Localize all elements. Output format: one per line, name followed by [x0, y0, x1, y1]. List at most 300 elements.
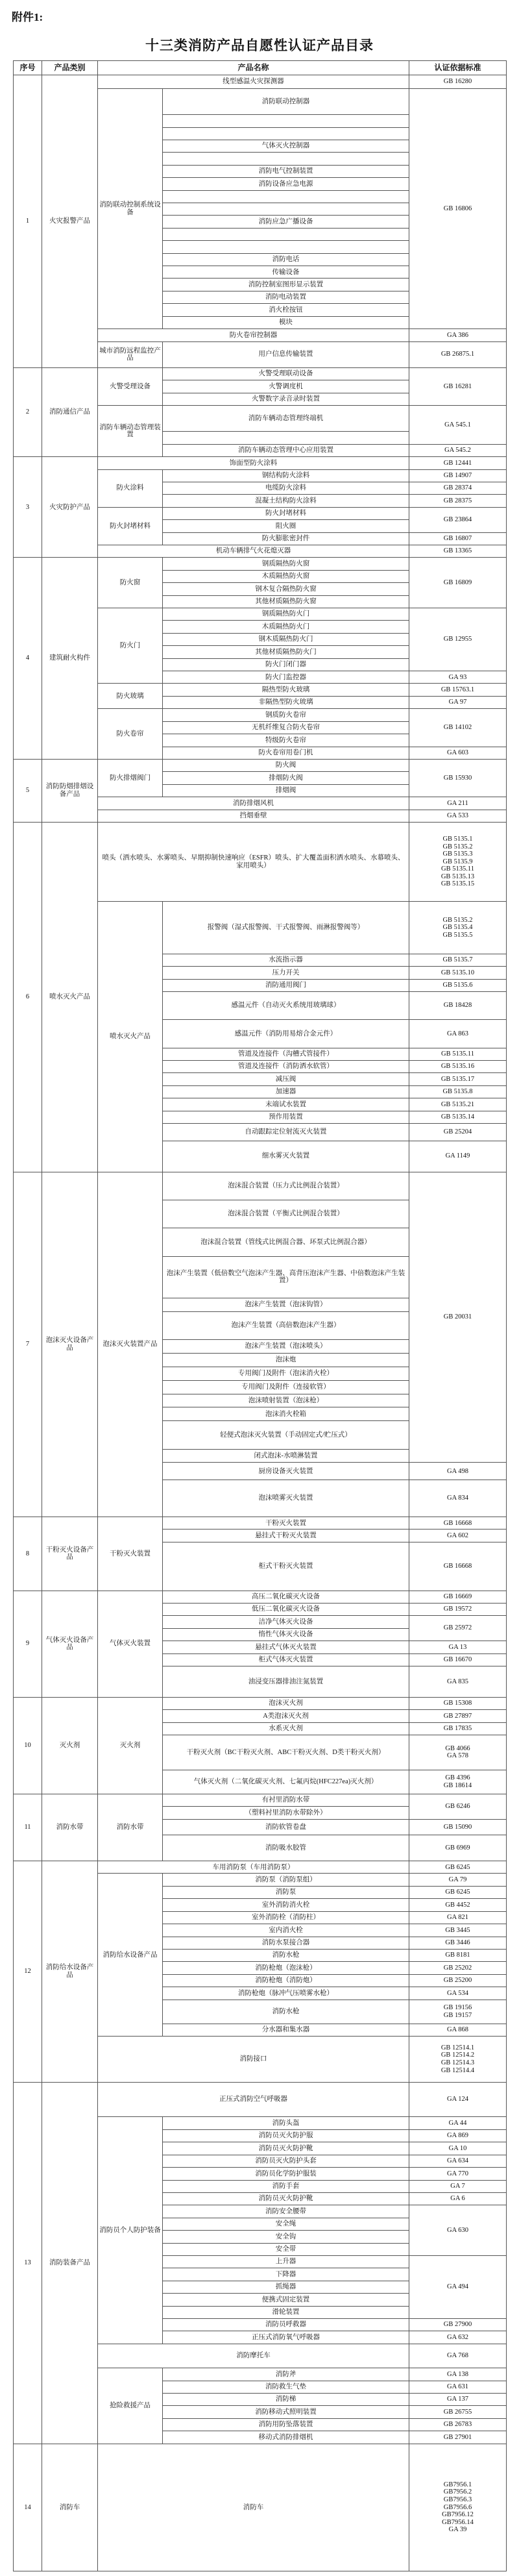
product-name-cell: 隔热型防火玻璃 — [163, 684, 409, 696]
product-name-cell: 排烟防火阀 — [163, 772, 409, 784]
standard-cell: GA 93 — [409, 671, 507, 684]
standard-cell: GA 632 — [409, 2331, 507, 2344]
subcategory-cell: 防火封堵材料 — [98, 507, 163, 545]
product-name-cell: 减压阀 — [163, 1073, 409, 1085]
standard-cell: GA 533 — [409, 810, 507, 822]
standard-cell: GB 4452 — [409, 1899, 507, 1911]
product-name-cell: 车用消防泵（车用消防泵） — [98, 1861, 409, 1874]
standard-cell: GB 6969 — [409, 1835, 507, 1861]
seq-number: 7 — [14, 1172, 42, 1517]
standard-cell: GB 23864 — [409, 507, 507, 532]
standard-cell: GB 15763.1 — [409, 684, 507, 696]
seq-number: 2 — [14, 367, 42, 456]
subcategory-cell: 防火排烟阀门 — [98, 759, 163, 797]
product-name-cell: 电缆防火涂料 — [163, 482, 409, 494]
standard-cell: GB 18428 — [409, 991, 507, 1019]
standard-cell: GA 7 — [409, 2180, 507, 2192]
standard-cell: GB 26875.1 — [409, 341, 507, 367]
standard-cell: GB 6245 — [409, 1886, 507, 1898]
product-name-cell: 消防用防坠落装置 — [163, 2418, 409, 2431]
product-name-cell: 有衬里消防水带 — [163, 1794, 409, 1807]
standard-cell: GA 835 — [409, 1666, 507, 1697]
product-name-cell: 线型感温火灾探测器 — [98, 75, 409, 89]
standard-cell: GB 3446 — [409, 1937, 507, 1949]
standard-cell: GB 20031 — [409, 1172, 507, 1463]
subcategory-cell: 灭火剂 — [98, 1697, 163, 1794]
product-name-cell: 管道及连接件（沟槽式管接件） — [163, 1048, 409, 1060]
seq-number: 9 — [14, 1591, 42, 1697]
product-name-cell: 消防电动装置 — [163, 291, 409, 303]
standard-cell: GA 630 — [409, 2205, 507, 2256]
product-name-cell: 消防员灭火防护靴 — [163, 2142, 409, 2155]
product-name-cell: 室内消火栓 — [163, 1924, 409, 1937]
product-name-cell: 油浸变压器排油注氮装置 — [163, 1666, 409, 1697]
product-name-cell: 消防员灭火防护头套 — [163, 2155, 409, 2167]
product-name-cell: 泡沫产生装置（泡沫喷头） — [163, 1339, 409, 1353]
product-name-cell — [163, 241, 409, 253]
subcategory-cell: 防火涂料 — [98, 469, 163, 507]
seq-number: 5 — [14, 759, 42, 822]
standard-cell: GA 603 — [409, 747, 507, 759]
product-name-cell: 正压式消防空气呼吸器 — [98, 2082, 409, 2117]
table-row — [14, 1517, 507, 1530]
product-name-cell: 防火阀 — [163, 759, 409, 771]
subcategory-cell: 气体灭火装置 — [98, 1591, 163, 1697]
standard-cell: GB 6245 — [409, 1861, 507, 1874]
product-name-cell: 火警受理联动设备 — [163, 367, 409, 380]
product-name-cell: 安全钩 — [163, 2231, 409, 2243]
product-name-cell: 室外消防栓（消防柱） — [163, 1911, 409, 1924]
product-name-cell: 报警阀（湿式报警阀、干式报警阀、雨淋报警阀等） — [163, 902, 409, 954]
product-name-cell — [163, 115, 409, 127]
product-name-cell: 防火封堵材料 — [163, 507, 409, 519]
standard-cell: GB 5135.21 — [409, 1098, 507, 1111]
product-name-cell: 抓绳器 — [163, 2281, 409, 2293]
standard-cell: GA 545.1 — [409, 406, 507, 445]
product-name-cell: 泡沫喷雾灭火装置 — [163, 1480, 409, 1517]
product-name-cell: 惰性气体灭火设备 — [163, 1628, 409, 1641]
standard-cell: GB 27900 — [409, 2318, 507, 2331]
standard-cell: GA 534 — [409, 1987, 507, 2000]
standard-cell: GA 10 — [409, 2142, 507, 2155]
product-name-cell: 专用阀门及附件（泡沫消火栓） — [163, 1367, 409, 1380]
product-name-cell: 机动车辆排气火花熄灭器 — [98, 545, 409, 558]
product-name-cell: 消防安全腰带 — [163, 2205, 409, 2218]
standard-cell: GB 5135.14 — [409, 1111, 507, 1123]
standard-cell: GB 5135.11 — [409, 1048, 507, 1060]
category-cell: 消防车 — [42, 2444, 98, 2571]
standard-cell: GB 4396 GB 18614 — [409, 1770, 507, 1794]
category-cell: 气体灭火设备产品 — [42, 1591, 98, 1697]
standard-cell: GA 602 — [409, 1530, 507, 1542]
standard-cell: GA 498 — [409, 1463, 507, 1480]
product-name-cell: 其他材质隔热防火窗 — [163, 595, 409, 608]
product-name-cell: 喷头（洒水喷头、水雾喷头、早期抑制快速响应（ESFR）喷头、扩大覆盖面积洒水喷头、水幕喷头、家用喷头） — [98, 822, 409, 901]
table-row — [14, 1861, 507, 1874]
product-name-cell: 厨房设备灭火装置 — [163, 1463, 409, 1480]
standard-cell: GB 16281 — [409, 367, 507, 405]
product-name-cell: 消防手套 — [163, 2180, 409, 2192]
seq-number: 13 — [14, 2082, 42, 2444]
table-row — [14, 1794, 507, 1807]
product-name-cell: 消防斧 — [163, 2368, 409, 2381]
standard-cell: GA 211 — [409, 797, 507, 810]
product-name-cell: 柜式气体灭火装置 — [163, 1653, 409, 1666]
standard-cell: GB 15090 — [409, 1819, 507, 1835]
product-name-cell: 消防枪炮（脉冲气压喷雾水枪） — [163, 1987, 409, 2000]
table-row — [14, 75, 507, 89]
product-name-cell: 泡沫产生装置（泡沫钩管） — [163, 1298, 409, 1311]
product-name-cell: 水流指示器 — [163, 954, 409, 966]
seq-number: 4 — [14, 558, 42, 760]
product-name-cell: 木质隔热防火门 — [163, 621, 409, 633]
product-name-cell: 消防联动控制器 — [163, 88, 409, 114]
product-name-cell: 消防水枪 — [163, 1949, 409, 1961]
product-name-cell: 专用阀门及附件（连接软管） — [163, 1380, 409, 1394]
standard-cell: GB 4066 GA 578 — [409, 1735, 507, 1770]
standard-cell: GB 25200 — [409, 1974, 507, 1987]
product-name-cell: 消防摩托车 — [98, 2344, 409, 2368]
category-cell: 喷水灭火产品 — [42, 822, 98, 1172]
product-name-cell: 特级防火卷帘 — [163, 734, 409, 747]
standard-cell: GB 17835 — [409, 1722, 507, 1735]
product-name-cell: 消防枪炮（消防炮） — [163, 1974, 409, 1987]
seq-number: 6 — [14, 822, 42, 1172]
standard-cell: GB 16670 — [409, 1653, 507, 1666]
product-name-cell: 消防救生气垫 — [163, 2381, 409, 2393]
product-name-cell: 低压二氧化碳灭火设备 — [163, 1603, 409, 1615]
standard-cell: GB 5135.10 — [409, 967, 507, 979]
product-name-cell: 上升器 — [163, 2255, 409, 2268]
product-name-cell: 其他材质隔热防火门 — [163, 646, 409, 658]
product-name-cell: 非隔热型防火玻璃 — [163, 696, 409, 708]
standard-cell: GB 12955 — [409, 608, 507, 671]
category-cell: 火灾防护产品 — [42, 457, 98, 558]
standard-cell: GB 16280 — [409, 75, 507, 89]
standard-cell: GA 834 — [409, 1480, 507, 1517]
attachment-label: 附件1: — [12, 11, 43, 23]
standard-cell: GB 16807 — [409, 532, 507, 545]
table-row — [14, 1591, 507, 1603]
product-name-cell: 消防吸水胶管 — [163, 1835, 409, 1861]
product-name-cell: （塑料衬里消防水带除外） — [163, 1807, 409, 1819]
standard-cell: GA 770 — [409, 2168, 507, 2180]
standard-cell: GB 28375 — [409, 495, 507, 507]
product-name-cell: 钢结构防火涂料 — [163, 469, 409, 482]
header-standard: 认证依据标准 — [409, 61, 507, 75]
standard-cell: GB 27901 — [409, 2431, 507, 2444]
product-name-cell: 细水雾灭火装置 — [163, 1141, 409, 1172]
subcategory-cell: 防火卷帘 — [98, 709, 163, 760]
product-name-cell: 阻火圈 — [163, 520, 409, 532]
product-name-cell: 挡烟垂壁 — [98, 810, 409, 822]
header-name: 产品名称 — [98, 61, 409, 75]
subcategory-cell: 防火玻璃 — [98, 684, 163, 709]
subcategory-cell: 防火门 — [98, 608, 163, 684]
product-name-cell: 防火门监控器 — [163, 671, 409, 684]
product-name-cell: 消防水泵接合器 — [163, 1937, 409, 1949]
product-name-cell: 饰面型防火涂料 — [98, 457, 409, 469]
category-cell: 消防给水设备产品 — [42, 1861, 98, 2083]
product-name-cell: 闭式泡沫-水喷淋装置 — [163, 1449, 409, 1463]
standard-cell: GB 25204 — [409, 1124, 507, 1141]
category-cell: 消防装备产品 — [42, 2082, 98, 2444]
category-cell: 消防防烟排烟设备产品 — [42, 759, 98, 822]
product-name-cell: 泡沫混合装置（压力式比例混合装置） — [163, 1172, 409, 1200]
product-name-cell: 气体灭火控制器 — [163, 140, 409, 153]
subcategory-cell: 干粉灭火装置 — [98, 1517, 163, 1591]
standard-cell: GA 79 — [409, 1874, 507, 1886]
product-name-cell: 防火门闭门器 — [163, 658, 409, 671]
standard-cell: GB 12441 — [409, 457, 507, 469]
product-name-cell: 泡沫混合装置（平衡式比例混合装置） — [163, 1200, 409, 1228]
product-name-cell: 钢质隔热防火门 — [163, 608, 409, 621]
product-name-cell: 消防员化学防护服装 — [163, 2168, 409, 2180]
standard-cell: GB 5135.8 — [409, 1085, 507, 1098]
seq-number: 14 — [14, 2444, 42, 2571]
product-name-cell: 高压二氧化碳灭火设备 — [163, 1591, 409, 1603]
standard-cell: GA 1149 — [409, 1141, 507, 1172]
product-name-cell: 移动式消防排烟机 — [163, 2431, 409, 2444]
subcategory-cell: 城市消防远程监控产品 — [98, 341, 163, 367]
product-catalog-table — [13, 60, 506, 2571]
product-name-cell: 传输设备 — [163, 266, 409, 279]
product-name-cell — [163, 153, 409, 165]
standard-cell: GB 5135.6 — [409, 979, 507, 991]
product-name-cell: 无机纤维复合防火卷帘 — [163, 721, 409, 734]
product-name-cell: 消防员呼救器 — [163, 2318, 409, 2331]
standard-cell: GA 545.2 — [409, 444, 507, 456]
product-name-cell: 消防员灭火防护服 — [163, 2129, 409, 2142]
product-name-cell: 防火膨胀密封件 — [163, 532, 409, 545]
product-name-cell: 火警数字录音录时装置 — [163, 393, 409, 405]
seq-number: 3 — [14, 457, 42, 558]
product-name-cell: 自动跟踪定位射流灭火装置 — [163, 1124, 409, 1141]
standard-cell: GA 868 — [409, 2024, 507, 2036]
subcategory-cell: 喷水灭火产品 — [98, 902, 163, 1172]
standard-cell: GB 16809 — [409, 558, 507, 608]
product-name-cell: 悬挂式干粉灭火装置 — [163, 1530, 409, 1542]
standard-cell: GA 863 — [409, 1020, 507, 1048]
product-name-cell: 预作用装置 — [163, 1111, 409, 1123]
standard-cell: GA 13 — [409, 1641, 507, 1653]
subcategory-cell: 消防车辆动态管理装置 — [98, 406, 163, 457]
product-name-cell — [163, 203, 409, 216]
table-row — [14, 2082, 507, 2117]
subcategory-cell: 消防联动控制系统设备 — [98, 88, 163, 328]
product-name-cell: 钢木复合隔热防火窗 — [163, 583, 409, 595]
product-name-cell: 消防车辆动态管理中心应用装置 — [163, 444, 409, 456]
standard-cell: GA 821 — [409, 1911, 507, 1924]
standard-cell: GB 14907 — [409, 469, 507, 482]
table-row — [14, 2444, 507, 2571]
table-row — [14, 822, 507, 901]
product-name-cell: 消防排烟风机 — [98, 797, 409, 810]
standard-cell: GB 25202 — [409, 1962, 507, 1974]
table-row — [14, 457, 507, 469]
subcategory-cell: 泡沫灭火装置产品 — [98, 1172, 163, 1517]
category-cell: 消防通信产品 — [42, 367, 98, 456]
subcategory-cell: 抢险救援产品 — [98, 2368, 163, 2444]
product-name-cell: 正压式消防氧气呼吸器 — [163, 2331, 409, 2344]
product-name-cell: 泡沫消火栓箱 — [163, 1407, 409, 1421]
category-cell: 火灾报警产品 — [42, 75, 98, 368]
subcategory-cell: 消防给水设备产品 — [98, 1874, 163, 2037]
standard-cell: GB 12514.1 GB 12514.2 GB 12514.3 GB 12514.4 — [409, 2037, 507, 2082]
product-name-cell: 下降器 — [163, 2268, 409, 2281]
product-name-cell: 消防通用阀门 — [163, 979, 409, 991]
standard-cell: GA 634 — [409, 2155, 507, 2167]
standard-cell: GB 5135.16 — [409, 1060, 507, 1072]
product-name-cell: 加速器 — [163, 1085, 409, 1098]
product-name-cell: 滑轮装置 — [163, 2306, 409, 2318]
seq-number: 10 — [14, 1697, 42, 1794]
standard-cell: GA 44 — [409, 2117, 507, 2129]
standard-cell: GA 6 — [409, 2192, 507, 2205]
product-name-cell: 消防车 — [98, 2444, 409, 2571]
product-name-cell: 末端试水装置 — [163, 1098, 409, 1111]
product-name-cell: 消防电气控制装置 — [163, 165, 409, 177]
standard-cell: GB 19156 GB 19157 — [409, 2000, 507, 2024]
product-name-cell: 用户信息传输装置 — [163, 341, 409, 367]
product-name-cell: 泡沫产生装置（低倍数空气泡沫产生器、高背压泡沫产生器、中倍数泡沫产生装置） — [163, 1256, 409, 1298]
product-name-cell: 洁净气体灭火设备 — [163, 1616, 409, 1628]
standard-cell: GB 25972 — [409, 1616, 507, 1641]
product-name-cell: 消防梯 — [163, 2393, 409, 2405]
standard-cell: GB 19572 — [409, 1603, 507, 1615]
standard-cell: GB 15308 — [409, 1697, 507, 1709]
product-name-cell: 轻便式泡沫灭火装置（手动固定式/贮压式） — [163, 1421, 409, 1449]
standard-cell: GA 97 — [409, 696, 507, 708]
header-category: 产品类别 — [42, 61, 98, 75]
product-name-cell: 安全带 — [163, 2243, 409, 2255]
standard-cell: GA 768 — [409, 2344, 507, 2368]
product-name-cell: 防火卷帘控制器 — [98, 329, 409, 341]
subcategory-cell: 消防水带 — [98, 1794, 163, 1861]
product-name-cell: 泡沫喷射装置（泡沫枪） — [163, 1394, 409, 1407]
product-name-cell: 气体灭火剂（二氧化碳灭火剂、七氟丙烷(HFC227ea)灭火剂） — [163, 1770, 409, 1794]
standard-cell: GB 5135.17 — [409, 1073, 507, 1085]
standard-cell: GA 137 — [409, 2393, 507, 2405]
standard-cell: GB 5135.7 — [409, 954, 507, 966]
product-name-cell: 水系灭火剂 — [163, 1722, 409, 1735]
seq-number: 8 — [14, 1517, 42, 1591]
standard-cell: GB 6246 — [409, 1794, 507, 1820]
standard-cell: GB 3445 — [409, 1924, 507, 1937]
table-row — [14, 558, 507, 570]
standard-cell: GA 138 — [409, 2368, 507, 2381]
standard-cell: GB 16669 — [409, 1591, 507, 1603]
product-name-cell: 泡沫炮 — [163, 1353, 409, 1367]
product-name-cell: 泡沫灭火剂 — [163, 1697, 409, 1709]
seq-number: 11 — [14, 1794, 42, 1861]
subcategory-cell: 火警受理设备 — [98, 367, 163, 405]
subcategory-cell: 防火窗 — [98, 558, 163, 608]
page-title: 十三类消防产品自愿性认证产品目录 — [145, 38, 374, 53]
standard-cell: GB 16668 — [409, 1542, 507, 1591]
product-name-cell: 柜式干粉灭火装置 — [163, 1542, 409, 1591]
product-name-cell: 消防软管卷盘 — [163, 1819, 409, 1835]
product-name-cell: 泡沫产生装置（高倍数泡沫产生器） — [163, 1311, 409, 1339]
standard-cell: GA 869 — [409, 2129, 507, 2142]
product-name-cell — [163, 228, 409, 240]
product-name-cell: 悬挂式气体灭火装置 — [163, 1641, 409, 1653]
standard-cell: GB 27897 — [409, 1710, 507, 1722]
product-name-cell: 消防电话 — [163, 253, 409, 266]
table-row — [14, 1697, 507, 1709]
product-name-cell: 消防设备应急电源 — [163, 178, 409, 190]
product-name-cell: 钢质防火卷帘 — [163, 709, 409, 721]
product-name-cell: 泡沫混合装置（管线式比例混合器、环泵式比例混合器） — [163, 1228, 409, 1256]
product-name-cell: 压力开关 — [163, 967, 409, 979]
standard-cell: GA 494 — [409, 2255, 507, 2318]
product-name-cell: 分水器和集水器 — [163, 2024, 409, 2036]
product-name-cell: 便携式固定装置 — [163, 2294, 409, 2306]
table-row — [14, 1172, 507, 1200]
product-name-cell — [163, 432, 409, 444]
standard-cell: GB 15930 — [409, 759, 507, 797]
table-row — [14, 367, 507, 380]
product-name-cell: 消防应急广播设备 — [163, 216, 409, 228]
product-name-cell: 混凝土结构防火涂料 — [163, 495, 409, 507]
standard-cell: GB 16668 — [409, 1517, 507, 1530]
product-name-cell: 消防泵 — [163, 1886, 409, 1898]
product-name-cell: 消火栓按钮 — [163, 304, 409, 316]
seq-number: 12 — [14, 1861, 42, 2083]
product-name-cell: 钢木质隔热防火门 — [163, 633, 409, 645]
category-cell: 建筑耐火构件 — [42, 558, 98, 760]
product-name-cell: 火警调度机 — [163, 380, 409, 393]
category-cell: 消防水带 — [42, 1794, 98, 1861]
product-name-cell: 钢质隔热防火窗 — [163, 558, 409, 570]
product-name-cell: 干粉灭火剂（BC干粉灭火剂、ABC干粉灭火剂、D类干粉灭火剂） — [163, 1735, 409, 1770]
product-name-cell: 室外消防消火栓 — [163, 1899, 409, 1911]
product-name-cell: 木质隔热防火窗 — [163, 570, 409, 582]
product-name-cell: 管道及连接件（消防洒水软管） — [163, 1060, 409, 1072]
product-name-cell — [163, 190, 409, 203]
standard-cell: GB 8181 — [409, 1949, 507, 1961]
standard-cell: GB 14102 — [409, 709, 507, 747]
standard-cell: GB 26783 — [409, 2418, 507, 2431]
product-name-cell: 感温元件（自动灭火系统用玻璃球） — [163, 991, 409, 1019]
standard-cell: GA 124 — [409, 2082, 507, 2117]
product-name-cell: 消防员灭火防护靴 — [163, 2192, 409, 2205]
standard-cell: GB7956.1 GB7956.2 GB7956.3 GB7956.6 GB7956.12 GB7956.14 GA 39 — [409, 2444, 507, 2571]
product-name-cell: 安全绳 — [163, 2218, 409, 2230]
product-name-cell: 模块 — [163, 316, 409, 328]
standard-cell: GB 5135.2 GB 5135.4 GB 5135.5 — [409, 902, 507, 954]
subcategory-cell: 消防员个人防护装备 — [98, 2117, 163, 2344]
product-name-cell: 消防车辆动态管理终端机 — [163, 406, 409, 432]
product-name-cell: 排烟阀 — [163, 784, 409, 797]
product-name-cell: 感温元件（消防用易熔合金元件） — [163, 1020, 409, 1048]
standard-cell: GB 5135.1 GB 5135.2 GB 5135.3 GB 5135.9 GB 5135.11 GB 5135.13 GB 5135.15 — [409, 822, 507, 901]
product-name-cell — [163, 127, 409, 140]
header-seq: 序号 — [14, 61, 42, 75]
product-name-cell: 防火卷帘用卷门机 — [163, 747, 409, 759]
product-name-cell: 消防枪炮（泡沫枪） — [163, 1962, 409, 1974]
standard-cell: GB 16806 — [409, 88, 507, 328]
product-name-cell: 干粉灭火装置 — [163, 1517, 409, 1530]
standard-cell: GB 26755 — [409, 2406, 507, 2418]
seq-number: 1 — [14, 75, 42, 368]
table-row — [14, 759, 507, 771]
product-name-cell: 消防水枪 — [163, 2000, 409, 2024]
product-name-cell: 消防接口 — [98, 2037, 409, 2082]
standard-cell: GB 13365 — [409, 545, 507, 558]
standard-cell: GB 28374 — [409, 482, 507, 494]
product-name-cell: A类泡沫灭火剂 — [163, 1710, 409, 1722]
